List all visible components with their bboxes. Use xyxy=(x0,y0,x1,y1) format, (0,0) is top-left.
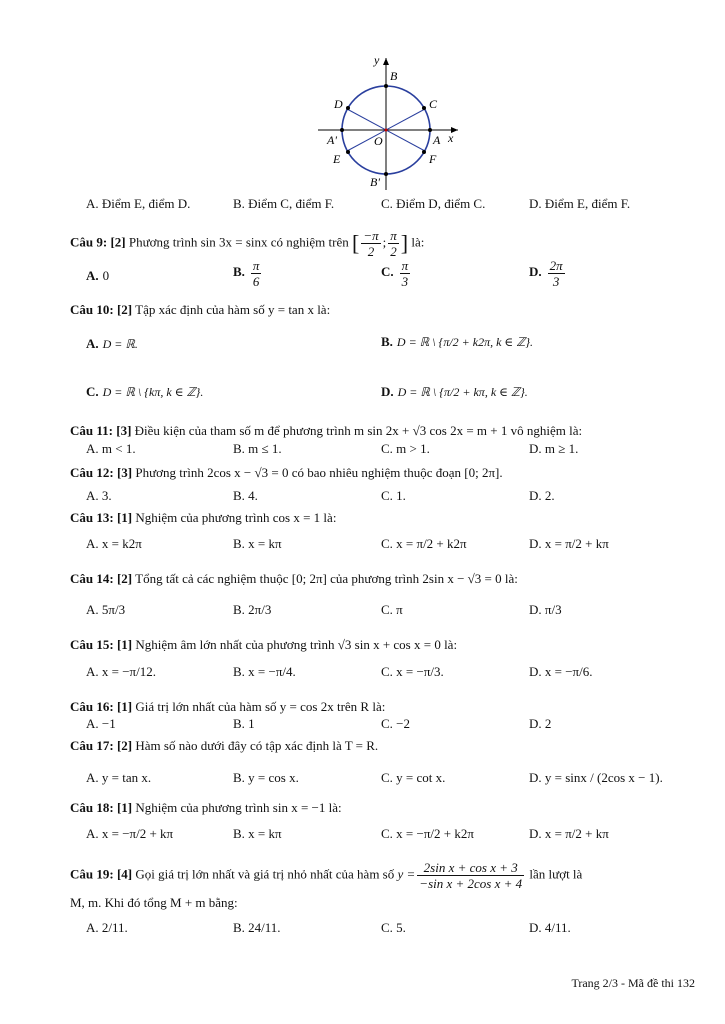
q12-option-d[interactable]: D. 2. xyxy=(529,488,555,503)
label-o: O xyxy=(374,134,383,148)
question-10: Câu 10: [2] Tập xác định của hàm số y = tan x là: xyxy=(70,302,331,317)
q9-text: Phương trình sin 3x = sinx có nghiệm trên xyxy=(128,234,349,250)
question-11: Câu 11: [3] Điều kiện của tham số m để phương trình m sin 2x + √3 cos 2x = m + 1 vô nghiệm là: xyxy=(70,423,583,438)
label-f: F xyxy=(429,152,437,166)
point-b xyxy=(384,84,388,88)
q19-option-b[interactable]: B. 24/11. xyxy=(233,920,281,935)
q10-option-a[interactable]: A. D = ℝ. xyxy=(86,336,138,351)
q8-option-a[interactable]: A. Điểm E, điểm D. xyxy=(86,196,191,211)
point-e xyxy=(346,150,350,154)
point-f xyxy=(422,150,426,154)
q9-option-b[interactable]: B. $\frac{\pi}{6}$ xyxy=(233,258,260,289)
question-15: Câu 15: [1] Nghiệm âm lớn nhất của phương trình √3 sin x + cos x = 0 là: xyxy=(70,637,458,652)
question-16: Câu 16: [1] Giá trị lớn nhất của hàm số y = cos 2x trên R là: xyxy=(70,699,386,714)
q12-option-c[interactable]: C. 1. xyxy=(381,488,406,503)
q18-option-b[interactable]: B. x = kπ xyxy=(233,826,282,841)
q13-option-b[interactable]: B. x = kπ xyxy=(233,536,282,551)
q16-option-c[interactable]: C. −2 xyxy=(381,716,411,731)
q17-option-b[interactable]: B. y = cos x. xyxy=(233,770,299,785)
q13-option-c[interactable]: C. x = π/2 + k2π xyxy=(381,536,467,551)
q14-option-b[interactable]: B. 2π/3 xyxy=(233,602,272,617)
q9-level: [2] xyxy=(110,234,126,250)
q10-option-c[interactable]: C. D = ℝ \ {kπ, k ∈ ℤ}. xyxy=(86,384,204,399)
q11-option-d[interactable]: D. m ≥ 1. xyxy=(529,441,579,456)
q9-label: Câu 9: xyxy=(70,234,108,250)
q12-option-b[interactable]: B. 4. xyxy=(233,488,258,503)
point-o xyxy=(385,129,388,132)
q13-option-d[interactable]: D. x = π/2 + kπ xyxy=(529,536,609,551)
q14-option-c[interactable]: C. π xyxy=(381,602,403,617)
point-c xyxy=(422,106,426,110)
q15-option-b[interactable]: B. x = −π/4. xyxy=(233,664,296,679)
q15-option-c[interactable]: C. x = −π/3. xyxy=(381,664,444,679)
q19-numerator: 2sin x + cos x + 3 xyxy=(417,860,524,876)
q9-text-end: là: xyxy=(411,234,425,250)
q10-option-b[interactable]: B. D = ℝ \ {π/2 + k2π, k ∈ ℤ}. xyxy=(381,334,534,349)
q16-option-a[interactable]: A. −1 xyxy=(86,716,116,731)
q17-option-d[interactable]: D. y = sinx / (2cos x − 1). xyxy=(529,770,663,785)
q15-option-d[interactable]: D. x = −π/6. xyxy=(529,664,593,679)
q9-option-a[interactable]: A. 0 xyxy=(86,268,110,283)
q18-option-c[interactable]: C. x = −π/2 + k2π xyxy=(381,826,474,841)
point-a1 xyxy=(340,128,344,132)
q8-option-b[interactable]: B. Điểm C, điểm F. xyxy=(233,196,335,211)
q11-option-b[interactable]: B. m ≤ 1. xyxy=(233,441,282,456)
question-17: Câu 17: [2] Hàm số nào dưới đây có tập xác định là T = R. xyxy=(70,738,379,753)
q16-option-b[interactable]: B. 1 xyxy=(233,716,255,731)
question-14: Câu 14: [2] Tổng tất cả các nghiệm thuộc [0; 2π] của phương trình 2sin x − √3 = 0 là: xyxy=(70,571,518,586)
question-18: Câu 18: [1] Nghiệm của phương trình sin x = −1 là: xyxy=(70,800,342,815)
label-a1: A' xyxy=(327,133,337,147)
label-d: D xyxy=(334,97,343,111)
q11-option-a[interactable]: A. m < 1. xyxy=(86,441,136,456)
q9-option-d[interactable]: D. $\frac{2\pi}{3}$ xyxy=(529,258,563,289)
q10-option-d[interactable]: D. D = ℝ \ {π/2 + kπ, k ∈ ℤ}. xyxy=(381,384,528,399)
q18-option-d[interactable]: D. x = π/2 + kπ xyxy=(529,826,609,841)
q13-option-a[interactable]: A. x = k2π xyxy=(86,536,142,551)
q19-denominator: −sin x + 2cos x + 4 xyxy=(419,876,523,891)
question-19-line2: M, m. Khi đó tổng M + m bằng: xyxy=(70,895,238,910)
q14-option-d[interactable]: D. π/3 xyxy=(529,602,562,617)
label-e: E xyxy=(333,152,341,166)
unit-circle-figure xyxy=(310,52,460,194)
page-footer: Trang 2/3 - Mã đề thi 132 xyxy=(571,976,695,990)
q8-option-c[interactable]: C. Điểm D, điểm C. xyxy=(381,196,486,211)
y-axis-arrow xyxy=(383,58,389,65)
label-a: A xyxy=(433,133,441,147)
label-b: B xyxy=(390,69,398,83)
label-b1: B' xyxy=(370,175,380,189)
question-19: Câu 19: [4] Gọi giá trị lớn nhất và giá trị nhỏ nhất của hàm số y = $\frac{\text{2sin x + cos x + 3}}{\text{−sin x + 2cos x + 4}}$ lần lượt là xyxy=(70,860,583,891)
q9-option-c[interactable]: C. $\frac{\pi}{3}$ xyxy=(381,258,409,289)
q15-option-a[interactable]: A. x = −π/12. xyxy=(86,664,156,679)
q18-option-a[interactable]: A. x = −π/2 + kπ xyxy=(86,826,174,841)
q16-option-d[interactable]: D. 2 xyxy=(529,716,552,731)
q19-option-c[interactable]: C. 5. xyxy=(381,920,406,935)
question-13: Câu 13: [1] Nghiệm của phương trình cos x = 1 là: xyxy=(70,510,337,525)
label-x: x xyxy=(448,131,454,145)
label-y: y xyxy=(374,53,380,67)
label-c: C xyxy=(429,97,438,111)
q17-option-a[interactable]: A. y = tan x. xyxy=(86,770,152,785)
point-a xyxy=(428,128,432,132)
q8-option-d[interactable]: D. Điểm E, điểm F. xyxy=(529,196,631,211)
q19-option-a[interactable]: A. 2/11. xyxy=(86,920,128,935)
q17-option-c[interactable]: C. y = cot x. xyxy=(381,770,446,785)
question-9: Câu 9: [2] Phương trình sin 3x = sinx có nghiệm trên [ $\frac{-\pi}{2}$ ; $\frac{\pi}{2}$ ] là: xyxy=(70,228,425,259)
q14-option-a[interactable]: A. 5π/3 xyxy=(86,602,126,617)
point-d xyxy=(346,106,350,110)
q11-option-c[interactable]: C. m > 1. xyxy=(381,441,430,456)
point-b1 xyxy=(384,172,388,176)
question-12: Câu 12: [3] Phương trình 2cos x − √3 = 0 có bao nhiêu nghiệm thuộc đoạn [0; 2π]. xyxy=(70,465,503,480)
q12-option-a[interactable]: A. 3. xyxy=(86,488,112,503)
q19-option-d[interactable]: D. 4/11. xyxy=(529,920,571,935)
